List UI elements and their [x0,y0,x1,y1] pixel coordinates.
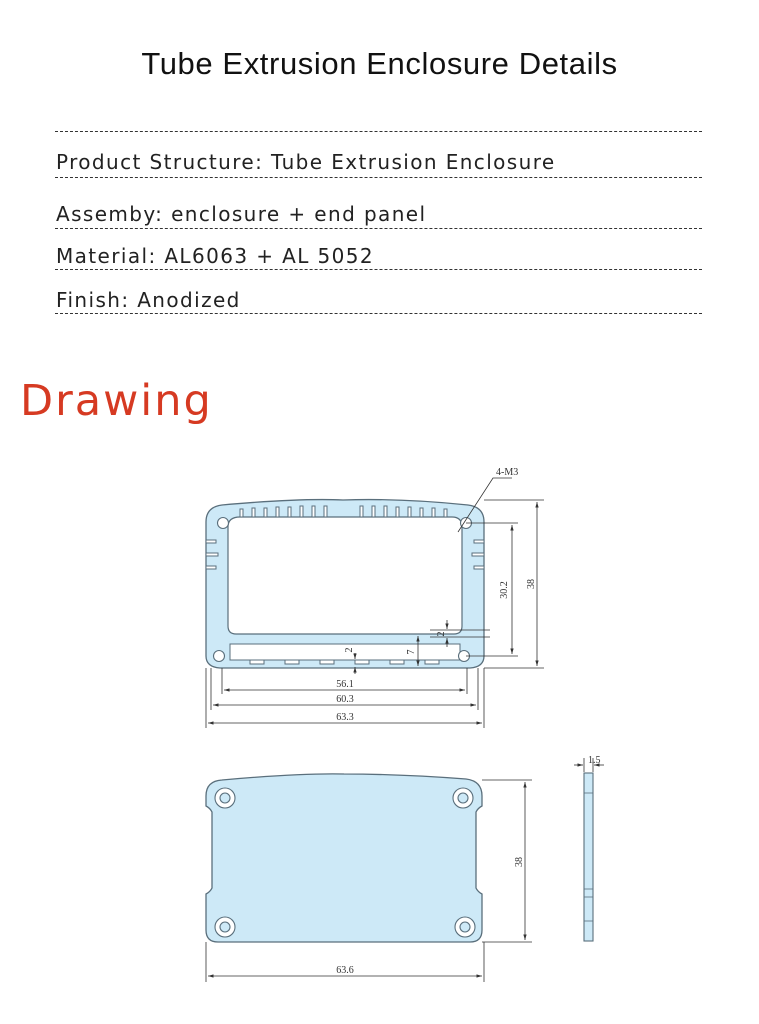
inner-width-label: 56.1 [336,679,354,690]
panel-width-label: 63.6 [336,965,354,976]
drawing-heading: Drawing [20,376,213,426]
spec-finish: Finish: Anodized [56,288,241,312]
bottom-gap-label: 2 [344,647,355,653]
outer-width-label: 63.3 [336,712,354,723]
spec-product-structure: Product Structure: Tube Extrusion Enclosure [56,150,556,174]
end-panel-side-view [584,773,593,941]
wall-gap-label: 2 [436,631,447,637]
slot-depth-label: 7 [406,649,417,655]
panel-height-label: 38 [514,857,525,867]
end-panel [206,774,482,942]
outer-height-label: 38 [526,579,537,589]
hole-callout-label: 4-M3 [496,467,519,478]
enclosure-profile [206,500,484,668]
page-title: Tube Extrusion Enclosure Details [141,46,618,81]
inner-height-label: 30.2 [499,581,510,599]
mid-width-label: 60.3 [336,694,354,705]
panel-thickness-label: 1.5 [588,755,601,766]
spec-material: Material: AL6063 + AL 5052 [56,244,375,268]
spec-assembly: Assemby: enclosure + end panel [56,202,427,226]
